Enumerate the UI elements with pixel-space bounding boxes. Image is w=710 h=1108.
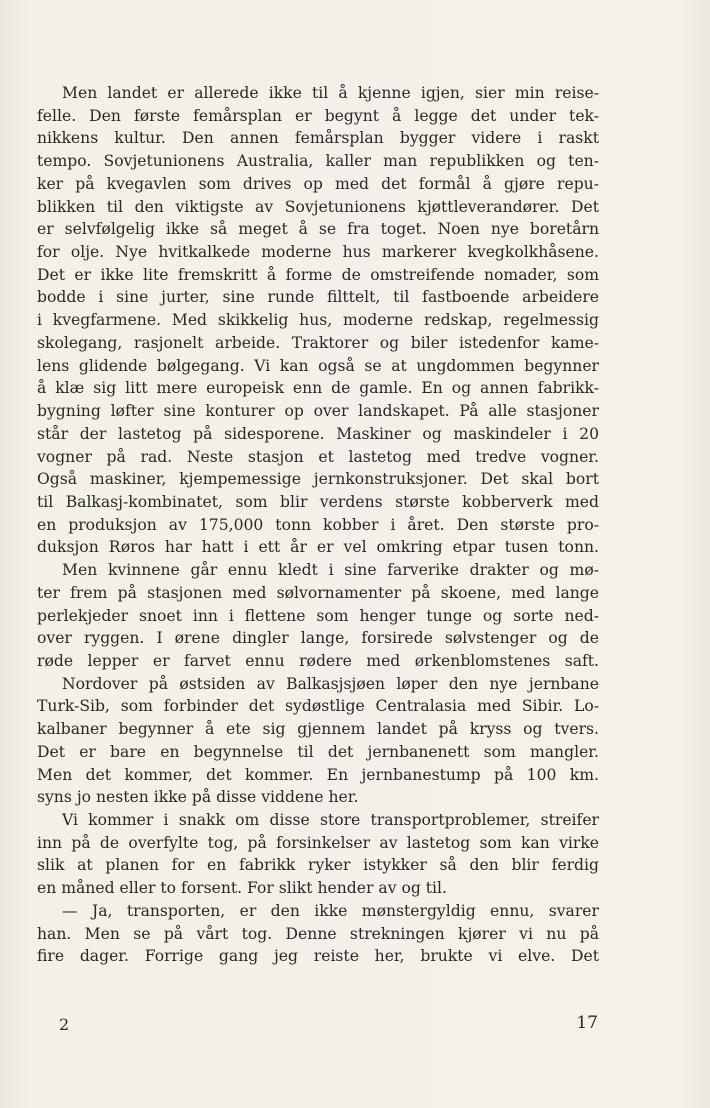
text-line: i kvegfarmene. Med skikkelig hus, moderne redskap, regelmessig [37,311,599,330]
text-line: Men landet er allerede ikke til å kjenne igjen, sier min reise- [62,84,599,102]
text-line: fire dager. Forrige gang jeg reiste her, brukte vi elve. Det [37,947,599,966]
text-line: — Ja, transporten, er den ikke mønstergyldig ennu, svarer [62,901,599,920]
signature-mark: 2 [59,1015,70,1034]
text-line: tempo. Sovjetunionens Australia, kaller man republikken og ten- [37,152,599,171]
text-line: felle. Den første femårsplan er begynt å legge det under tek- [37,106,599,125]
text-line: Også maskiner, kjempemessige jernkonstruksjoner. Det skal bort [37,470,599,489]
text-line: inn på de overfylte tog, på forsinkelser av lastetog som kan virke [37,833,599,852]
text-line: vogner på rad. Neste stasjon et lastetog med tredve vogner. [37,447,599,466]
text-line: duksjon Røros har hatt i ett år er vel omkring etpar tusen tonn. [37,538,599,557]
text-line: blikken til den viktigste av Sovjetunionens kjøttleverandører. Det [37,197,599,216]
text-line: en produksjon av 175,000 tonn kobber i året. Den største pro- [37,515,599,534]
text-line: bygning løfter sine konturer op over landskapet. På alle stasjoner [37,402,599,421]
text-line: ter frem på stasjonen med sølvornamenter på skoene, med lange [37,583,599,602]
text-line: Men det kommer, det kommer. En jernbanestump på 100 km. [37,765,599,784]
text-line: syns jo nesten ikke på disse viddene her. [37,788,359,807]
text-line: over ryggen. I ørene dingler lange, forsirede sølvstenger og de [37,629,599,648]
text-line: å klæ sig litt mere europeisk enn de gamle. En og annen fabrikk- [37,379,599,398]
text-line: er selvfølgelig ikke så meget å se fra toget. Noen nye boretårn [37,220,599,239]
text-line: lens glidende bølgegang. Vi kan også se at ungdommen begynner [37,356,599,375]
text-line: for olje. Nye hvitkalkede moderne hus markerer kvegkolkhåsene. [37,243,599,262]
text-line: kalbaner begynner å ete sig gjennem landet på kryss og tvers. [37,720,599,739]
text-line: til Balkasj-kombinatet, som blir verdens største kobberverk med [37,492,599,511]
text-line: perlekjeder snoet inn i flettene som henger tunge og sorte ned- [37,606,599,625]
text-line: ker på kvegavlen som drives op med det formål å gjøre repu- [37,174,599,193]
text-line: Det er bare en begynnelse til det jernbanenett som mangler. [37,742,599,761]
text-line: han. Men se på vårt tog. Denne strekningen kjører vi nu på [37,924,599,943]
text-line: står der lastetog på sidesporene. Maskiner og maskindeler i 20 [37,424,599,443]
text-line: røde lepper er farvet ennu rødere med ørkenblomstenes saft. [37,651,599,670]
text-line: Turk-Sib, som forbinder det sydøstlige Centralasia med Sibir. Lo- [37,697,599,716]
text-line: Vi kommer i snakk om disse store transportproblemer, streifer [62,811,599,829]
text-line: skolegang, rasjonelt arbeide. Traktorer og biler istedenfor kame- [37,333,599,352]
text-line: nikkens kultur. Den annen femårsplan bygger videre i raskt [37,129,599,148]
text-line: Men kvinnene går ennu kledt i sine farverike drakter og mø- [62,561,599,580]
text-line: en måned eller to forsent. For slikt hender av og til. [37,879,447,898]
text-line: Nordover på østsiden av Balkasjsjøen løper den nye jernbane [62,674,599,693]
text-line: bodde i sine jurter, sine runde filttelt, til fastboende arbeidere [37,288,599,307]
text-line: Det er ikke lite fremskritt å forme de omstreifende nomader, som [37,265,599,284]
text-line: slik at planen for en fabrikk ryker istykker så den blir ferdig [37,856,599,875]
page-number: 17 [576,1013,598,1033]
body-text [37,82,599,968]
